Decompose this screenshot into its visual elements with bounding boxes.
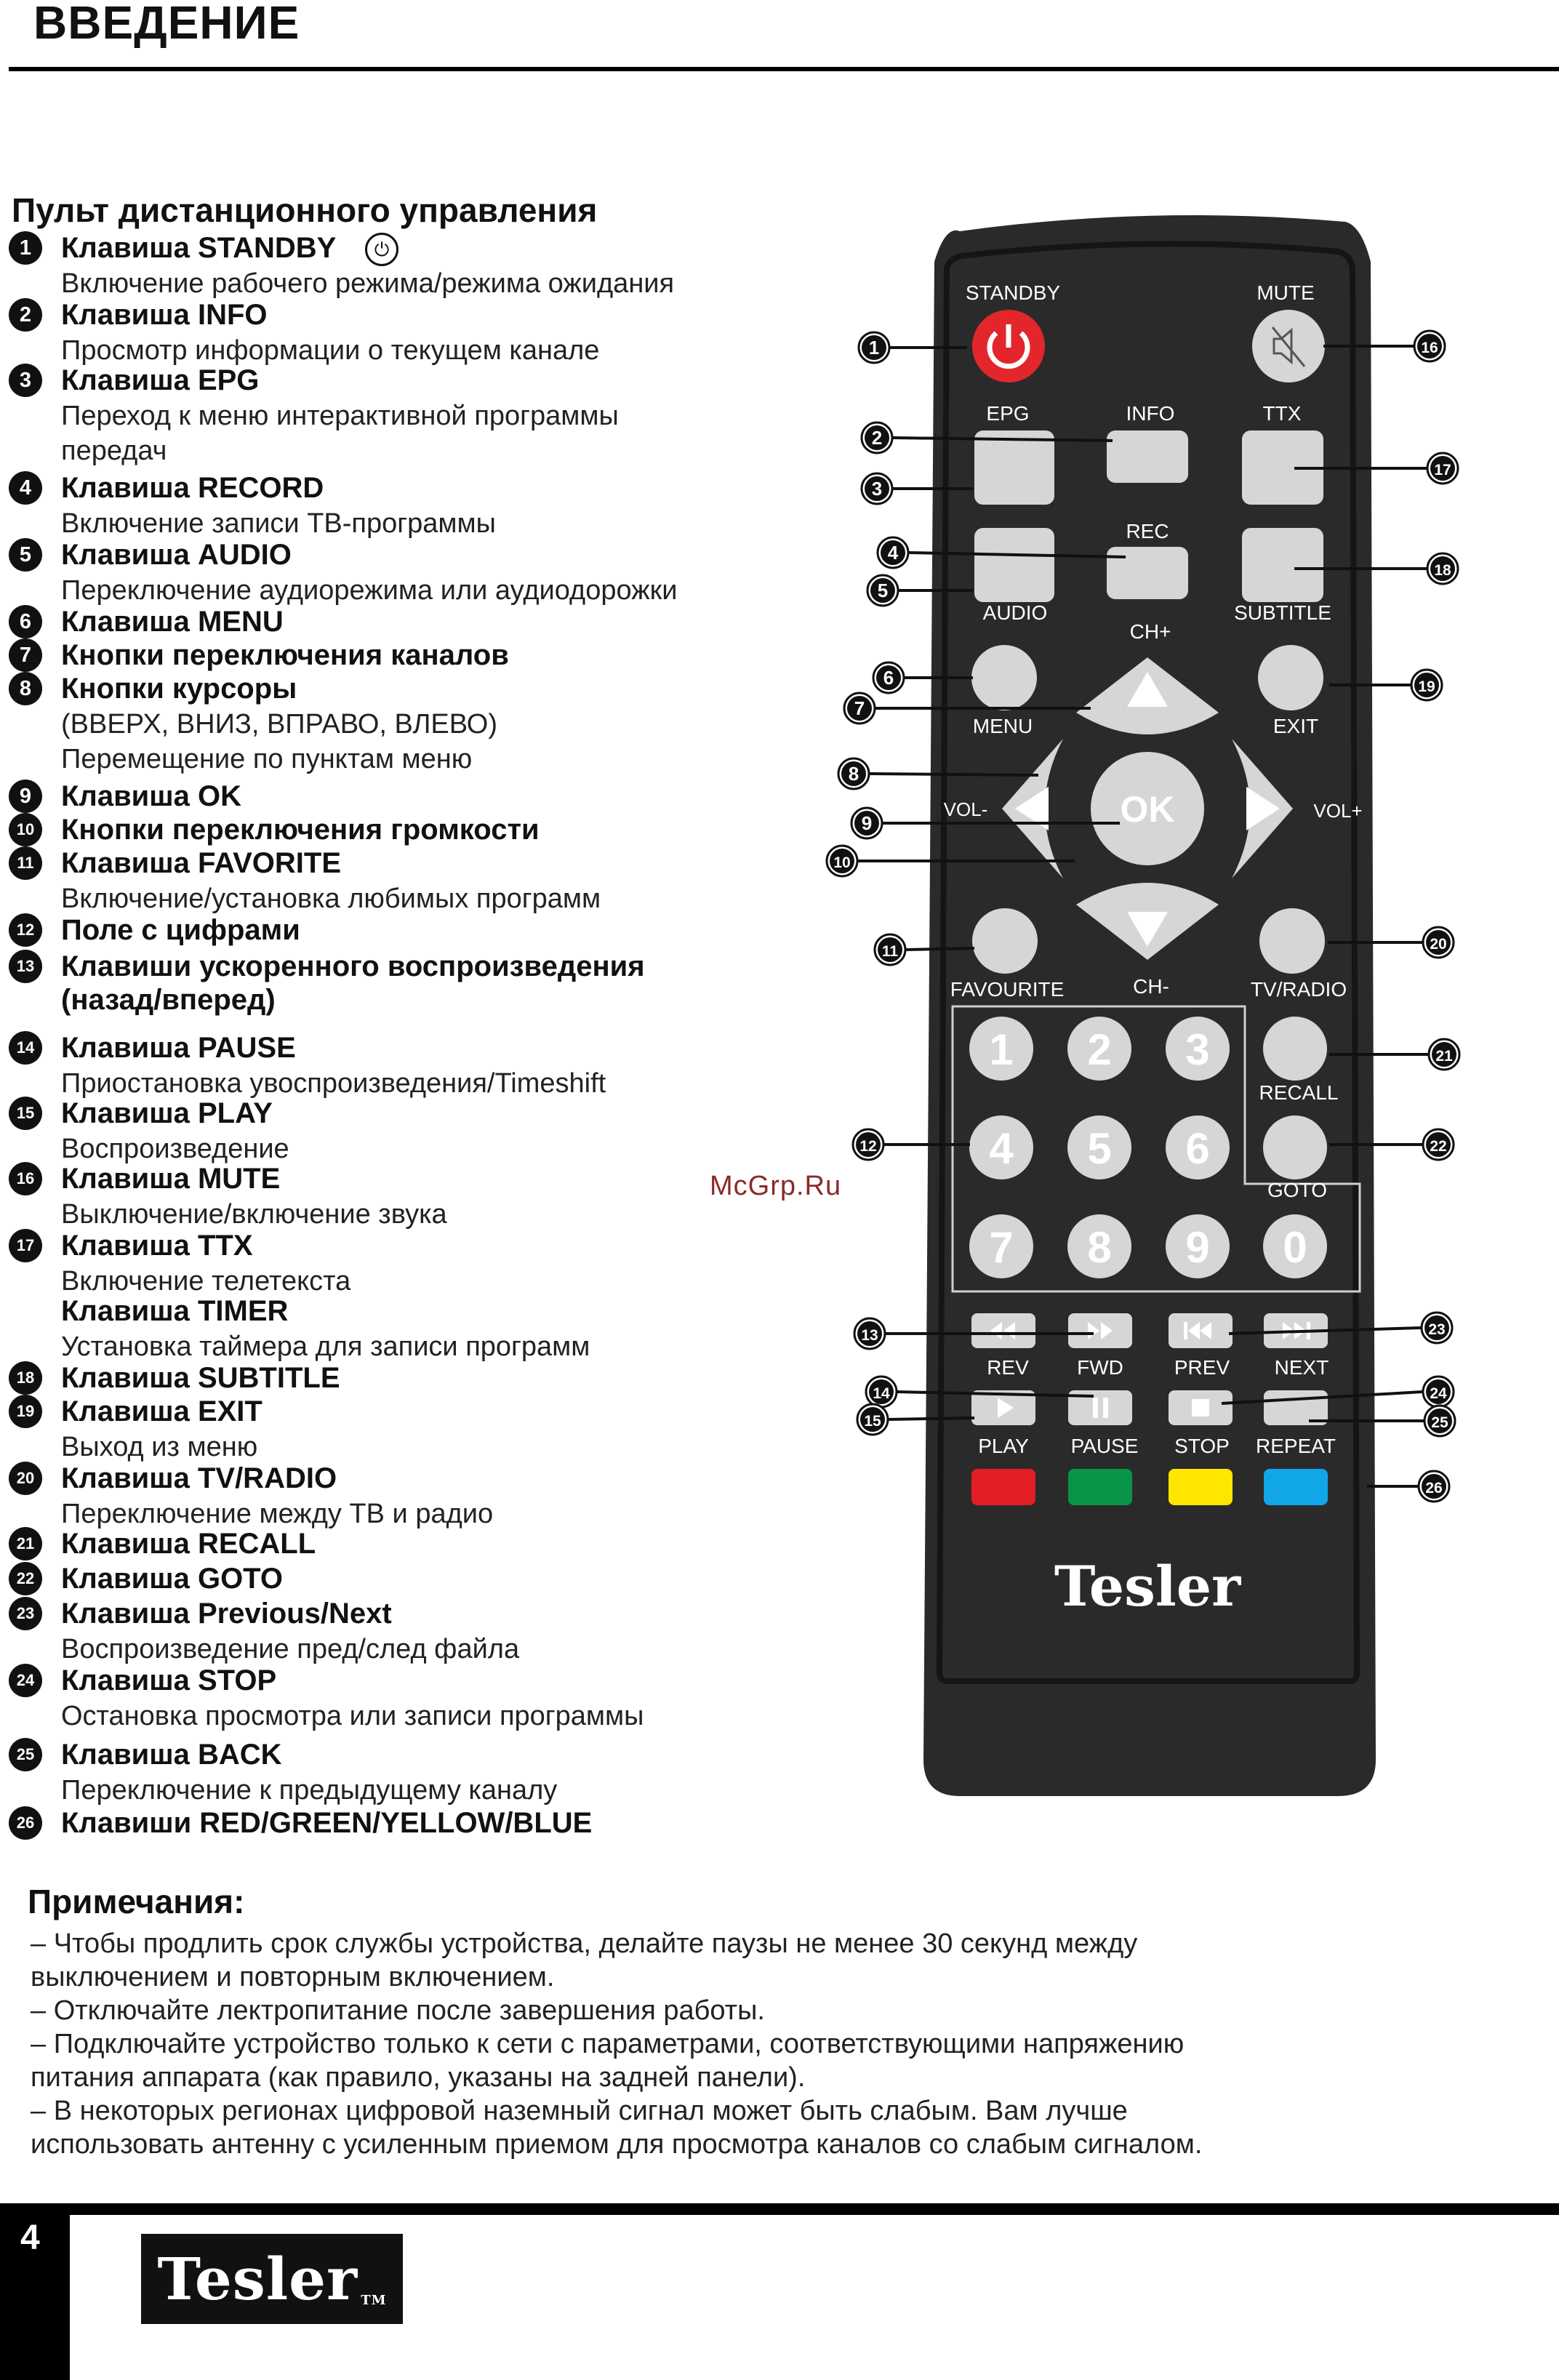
vol-plus-label: VOL+ (1313, 800, 1363, 822)
callout-number: 3 (871, 478, 883, 500)
item-heading: Клавиша PLAY (61, 1097, 273, 1129)
yellow-key-button (1169, 1469, 1233, 1505)
item-number-badge: 14 (9, 1031, 42, 1065)
item-heading: Клавиша EPG (61, 364, 260, 396)
goto-label: GOTO (1267, 1179, 1327, 1201)
item-description: Переключение к предыдущему каналу (61, 1775, 558, 1806)
recall-button (1263, 1017, 1327, 1081)
item-number-badge: 4 (9, 471, 42, 505)
item-number-badge: 9 (9, 780, 42, 813)
item-description: Включение/установка любимых программ (61, 884, 601, 914)
red-key-button (971, 1469, 1035, 1505)
exit-label: EXIT (1273, 715, 1319, 737)
item-description: Воспроизведение (61, 1134, 289, 1164)
digit-9-label: 9 (1185, 1223, 1210, 1272)
callout-number: 1 (868, 337, 880, 358)
callout-number: 22 (1430, 1138, 1447, 1155)
item-heading: Клавиша EXIT (61, 1395, 262, 1427)
callout-number: 20 (1430, 936, 1447, 953)
callout-leader-line (906, 948, 974, 950)
ch-minus-label: CH- (1133, 975, 1169, 998)
callout-number: 17 (1434, 462, 1451, 478)
item-heading: Клавиша STOP (61, 1664, 277, 1696)
item-description: Выход из меню (61, 1432, 258, 1462)
callout-number: 25 (1431, 1414, 1448, 1431)
callout-leader-line (870, 774, 1038, 775)
item-number-badge: 12 (9, 913, 42, 947)
callout-number: 26 (1425, 1480, 1443, 1496)
item-heading: Клавиша RECORD (61, 472, 324, 504)
note-line: – Чтобы продлить срок службы устройства, делайте паузы не менее 30 секунд между (31, 1928, 1138, 1959)
epg-label: EPG (986, 402, 1030, 425)
callout-number: 15 (864, 1413, 881, 1430)
stop-icon (1192, 1399, 1209, 1417)
item-heading: Клавиша TV/RADIO (61, 1462, 337, 1494)
info-button (1107, 430, 1188, 483)
digit-7-label: 7 (989, 1223, 1014, 1272)
repeat-label: REPEAT (1256, 1435, 1336, 1457)
exit-button (1258, 645, 1323, 710)
audio-button (974, 528, 1054, 602)
rec-label: REC (1126, 520, 1169, 542)
item-heading: Клавиша OK (61, 780, 241, 812)
item-description: Включение телетекста (61, 1266, 351, 1297)
item-number-badge: 7 (9, 638, 42, 672)
item-heading: Клавиша PAUSE (61, 1032, 296, 1064)
item-number-badge: 20 (9, 1462, 42, 1495)
info-label: INFO (1126, 402, 1175, 425)
callout-number: 8 (848, 763, 859, 785)
digit-6-label: 6 (1185, 1124, 1210, 1173)
watermark: McGrp.Ru (710, 1171, 842, 1201)
mute-label: MUTE (1257, 281, 1315, 304)
pause-icon-bar-2 (1103, 1398, 1108, 1418)
item-number-badge: 23 (9, 1597, 42, 1630)
ok-label: OK (1120, 789, 1175, 830)
item-heading: Клавиша MUTE (61, 1163, 281, 1195)
play-label: PLAY (978, 1435, 1029, 1457)
note-line: – Отключайте лектропитание после завершения работы. (31, 1995, 765, 2026)
pause-icon-bar-1 (1093, 1398, 1098, 1418)
tv-radio-button (1259, 908, 1325, 974)
callout-number: 6 (883, 667, 894, 689)
item-number-badge: 25 (9, 1738, 42, 1771)
item-number-badge: 6 (9, 605, 42, 638)
item-heading: Клавиша RECALL (61, 1528, 316, 1560)
item-number-badge: 13 (9, 950, 42, 983)
fwd-button (1068, 1313, 1132, 1348)
note-line: – В некоторых регионах цифровой наземный сигнал может быть слабым. Вам лучше (31, 2096, 1128, 2126)
item-heading: Клавиша GOTO (61, 1563, 283, 1595)
item-heading: Клавиши RED/GREEN/YELLOW/BLUE (61, 1807, 593, 1839)
notes-title: Примечания: (28, 1883, 245, 1920)
page-number: 4 (20, 2219, 40, 2257)
callout-number: 18 (1434, 562, 1451, 579)
item-description: Остановка просмотра или записи программы (61, 1701, 644, 1731)
digit-5-label: 5 (1087, 1124, 1112, 1173)
item-heading: Кнопки курсоры (61, 673, 297, 705)
item-heading: Клавиша Previous/Next (61, 1598, 392, 1630)
item-heading: Клавиши ускоренного воспроизведения (назад/вперед) (61, 950, 645, 1016)
brand-logo (141, 2234, 403, 2324)
item-number-badge: 16 (9, 1162, 42, 1195)
callout-number: 16 (1421, 340, 1438, 356)
callout-number: 5 (877, 580, 889, 601)
item-heading: Клавиша MENU (61, 606, 284, 638)
prev-label: PREV (1174, 1356, 1230, 1379)
item-number-badge: 5 (9, 538, 42, 572)
note-line: – Подключайте устройство только к сети с параметрами, соответствующими напряжению (31, 2029, 1185, 2059)
green-key-button (1068, 1469, 1132, 1505)
item-number-badge: 8 (9, 672, 42, 705)
power-icon: ⏻ (365, 233, 398, 266)
note-line: питания аппарата (как правило, указаны на задней панели). (31, 2062, 806, 2093)
digit-8-label: 8 (1087, 1223, 1112, 1272)
item-heading: Клавиша TTX (61, 1230, 253, 1262)
item-number-badge: 17 (9, 1229, 42, 1262)
digit-4-label: 4 (989, 1124, 1014, 1173)
item-number-badge: 1 (9, 231, 42, 265)
footer-rule (0, 2203, 1559, 2215)
item-description: Приостановка увоспроизведения/Timeshift (61, 1068, 606, 1099)
rev-label: REV (987, 1356, 1029, 1379)
callout-number: 19 (1418, 678, 1435, 695)
item-heading: Клавиша INFO (61, 299, 268, 331)
item-description: Переход к меню интерактивной программы передач (61, 401, 619, 466)
item-number-badge: 2 (9, 298, 42, 332)
item-number-badge: 10 (9, 813, 42, 846)
note-line: выключением и повторным включением. (31, 1962, 555, 1992)
audio-label: AUDIO (982, 601, 1048, 624)
item-number-badge: 15 (9, 1097, 42, 1130)
stop-label: STOP (1174, 1435, 1230, 1457)
item-number-badge: 3 (9, 364, 42, 397)
callout-number: 9 (861, 812, 873, 834)
item-description: Просмотр информации о текущем канале (61, 335, 600, 366)
callout-number: 10 (833, 854, 851, 871)
blue-key-button (1264, 1469, 1328, 1505)
standby-label: STANDBY (965, 281, 1061, 304)
rec-button (1107, 547, 1188, 599)
callout-number: 2 (871, 427, 883, 449)
item-heading: Кнопки переключения громкости (61, 814, 540, 846)
ttx-label: TTX (1262, 402, 1302, 425)
item-description: Включение рабочего режима/режима ожидания (61, 268, 675, 299)
favourite-button (972, 908, 1038, 974)
item-description: Включение записи ТВ-программы (61, 508, 496, 539)
callout-number: 24 (1430, 1385, 1447, 1402)
digit-0-label: 0 (1283, 1223, 1307, 1272)
item-heading: Кнопки переключения каналов (61, 639, 509, 671)
callout-number: 7 (854, 697, 865, 719)
callout-number: 4 (887, 542, 899, 564)
recall-label: RECALL (1259, 1081, 1339, 1104)
callout-leader-line (889, 1418, 974, 1419)
item-number-badge: 18 (9, 1361, 42, 1395)
item-heading: Клавиша STANDBY (61, 232, 337, 264)
digit-1-label: 1 (989, 1025, 1014, 1074)
page-title: ВВЕДЕНИЕ (33, 0, 300, 49)
item-heading: Клавиша FAVORITE (61, 847, 341, 879)
pause-label: PAUSE (1070, 1435, 1139, 1457)
remote-brand-logo: Tesler (1054, 1554, 1241, 1619)
next-label: NEXT (1274, 1356, 1329, 1379)
item-number-badge: 11 (9, 846, 42, 880)
fwd-label: FWD (1077, 1356, 1123, 1379)
menu-button (971, 645, 1037, 710)
callout-number: 23 (1428, 1321, 1446, 1338)
digit-2-label: 2 (1087, 1025, 1112, 1074)
item-description: Установка таймера для записи программ (61, 1331, 590, 1362)
item-description: Воспроизведение пред/след файла (61, 1634, 520, 1664)
item-number-badge: 24 (9, 1664, 42, 1697)
section-title: Пульт дистанционного управления (12, 191, 598, 229)
trademark-mark: TM (361, 2293, 387, 2308)
favourite-label: FAVOURITE (950, 978, 1065, 1001)
callout-number: 14 (873, 1385, 890, 1402)
callout-number: 12 (859, 1138, 877, 1155)
item-description: Переключение между ТВ и радио (61, 1499, 494, 1529)
item-number-badge: 21 (9, 1527, 42, 1560)
vol-minus-label: VOL- (943, 798, 988, 820)
callout-number: 13 (861, 1327, 878, 1344)
item-heading: Клавиша BACK (61, 1739, 282, 1771)
item-description: Выключение/включение звука (61, 1199, 447, 1230)
epg-button (974, 430, 1054, 505)
note-line: использовать антенну с усиленным приемом для просмотра каналов со слабым сигналом. (31, 2129, 1203, 2160)
item-number-badge: 22 (9, 1562, 42, 1595)
callout-number: 21 (1435, 1048, 1453, 1065)
item-heading: Клавиша AUDIO (61, 539, 292, 571)
item-number-badge: 26 (9, 1806, 42, 1840)
ch-plus-label: CH+ (1129, 620, 1171, 643)
item-description: Переключение аудиорежима или аудиодорожки (61, 575, 678, 606)
callout-number: 11 (881, 943, 899, 960)
item-heading: Клавиша SUBTITLE (61, 1362, 340, 1394)
item-heading: Клавиша TIMER (61, 1295, 289, 1327)
goto-button (1263, 1115, 1327, 1179)
brand-logo-text: Tesler (157, 2245, 358, 2313)
item-description: (ВВЕРХ, ВНИЗ, ВПРАВО, ВЛЕВО) Перемещение по пунктам меню (61, 709, 498, 774)
item-number-badge: 19 (9, 1395, 42, 1428)
subtitle-button (1242, 528, 1323, 602)
subtitle-label: SUBTITLE (1234, 601, 1331, 624)
item-heading: Поле с цифрами (61, 914, 300, 946)
tv-radio-label: TV/RADIO (1250, 978, 1347, 1001)
digit-3-label: 3 (1185, 1025, 1210, 1074)
menu-label: MENU (972, 715, 1033, 737)
prev-icon-bar (1184, 1322, 1187, 1339)
